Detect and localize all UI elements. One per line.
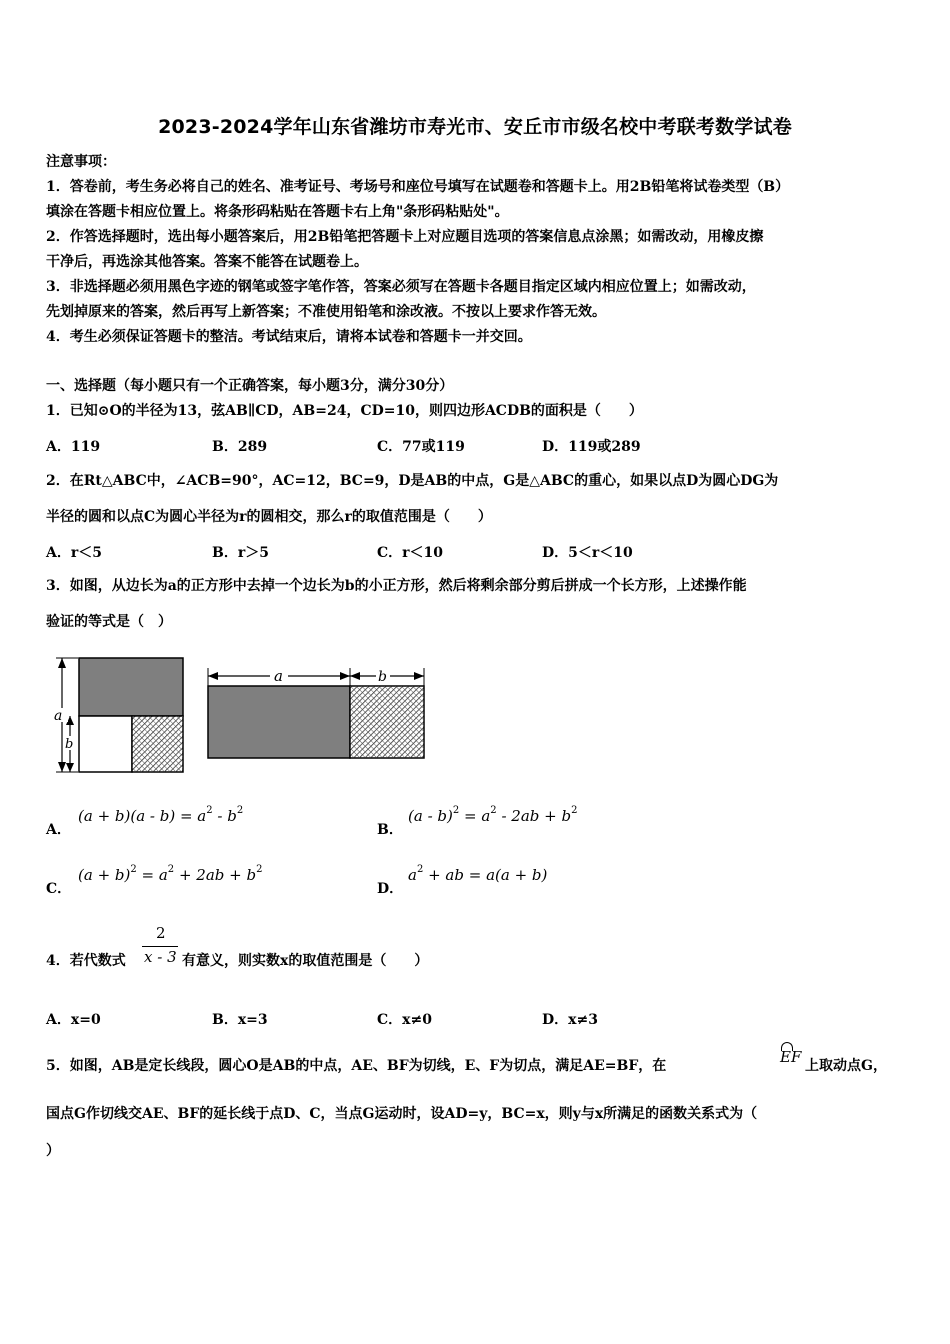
q3-option-a-letter: A．	[46, 822, 71, 838]
q3-option-c-letter: C．	[46, 881, 72, 897]
question-2-stem: 半径的圆和以点C为圆心半径为r的圆相交，那么r的取值范围是（ ）	[46, 509, 492, 525]
q2-option-a: A．r＜5	[46, 545, 102, 561]
q3-option-a-formula: $(a + b)(a - b) = a^2 - b^2$	[78, 805, 244, 825]
q1-option-c: C．77或119	[377, 439, 465, 455]
notice-line: 先划掉原来的答案，然后再写上新答案；不准使用铅笔和涂改液。不按以上要求作答无效。	[46, 304, 606, 320]
label-b: b	[65, 737, 74, 752]
question-3-stem: 验证的等式是（ ）	[46, 614, 172, 630]
label-b: b	[378, 669, 387, 685]
q1-option-d: D．119或289	[542, 439, 641, 455]
q3-option-d-letter: D．	[377, 881, 404, 897]
notice-line: 1．答卷前，考生务必将自己的姓名、准考证号、考场号和座位号填写在试题卷和答题卡上。用2B铅笔将试卷类型（B）	[46, 179, 790, 195]
question-4-prefix: 4．若代数式	[46, 953, 126, 969]
fraction-numerator: 2	[156, 924, 166, 942]
notice-line: 填涂在答题卡相应位置上。将条形码粘贴在答题卡右上角"条形码粘贴处"。	[46, 204, 509, 220]
q2-option-d: D．5＜r＜10	[542, 545, 633, 561]
fraction-denominator: x - 3	[144, 948, 177, 966]
q3-option-b-formula: $(a - b)^2 = a^2 - 2ab + b^2$	[408, 805, 578, 825]
q3-figure	[48, 650, 433, 780]
q1-option-a: A．119	[46, 439, 101, 455]
rectangle-figure	[208, 667, 424, 758]
fraction-bar	[142, 946, 178, 947]
q3-option-b-letter: B．	[377, 822, 403, 838]
question-3-stem: 3．如图，从边长为a的正方形中去掉一个边长为b的小正方形，然后将剩余部分剪后拼成一个长方形，上述操作能	[46, 578, 747, 594]
square-figure	[54, 658, 183, 772]
q2-option-c: C．r＜10	[377, 545, 444, 561]
question-5-stem: 国点G作切线交AE、BF的延长线于点D、C，当点G运动时，设AD=y，BC=x，则y与x所满足的函数关系式为（	[46, 1106, 758, 1122]
label-a: a	[54, 708, 63, 724]
notice-line: 4．考生必须保证答题卡的整洁。考试结束后，请将本试卷和答题卡一并交回。	[46, 329, 532, 345]
q4-option-a: A．x=0	[46, 1012, 101, 1028]
notice-line: 2．作答选择题时，选出每小题答案后，用2B铅笔把答题卡上对应题目选项的答案信息点涂黑；如需改动，用橡皮擦	[46, 229, 764, 245]
section-heading: 一、选择题（每小题只有一个正确答案，每小题3分，满分30分）	[46, 378, 454, 394]
q4-option-c: C．x≠0	[377, 1012, 432, 1028]
question-4-suffix: 有意义，则实数x的取值范围是（ ）	[182, 953, 429, 969]
question-5-stem: 5．如图，AB是定长线段，圆心O是AB的中点，AE、BF为切线，E、F为切点，满足AE=BF，在	[46, 1058, 667, 1074]
q1-option-b: B．289	[212, 439, 268, 455]
q4-fraction	[142, 924, 180, 970]
question-5-stem: 上取动点G，	[805, 1058, 887, 1074]
q3-option-d-formula: $a^2$ + ab = a(a + b)	[408, 864, 548, 884]
q2-option-b: B．r＞5	[212, 545, 269, 561]
label-a: a	[274, 667, 283, 685]
question-5-stem: ）	[46, 1143, 60, 1159]
q4-option-d: D．x≠3	[542, 1012, 598, 1028]
q3-option-c-formula: $(a + b)^2 = a^2 + 2ab + b^2$	[78, 864, 263, 884]
arc-ef-label: EF	[780, 1048, 801, 1066]
q4-option-b: B．x=3	[212, 1012, 268, 1028]
question-2-stem: 2．在Rt△ABC中，∠ACB=90°，AC=12，BC=9，D是AB的中点，G是△ABC的重心，如果以点D为圆心DG为	[46, 473, 779, 489]
notice-heading: 注意事项：	[46, 154, 116, 170]
notice-line: 干净后，再选涂其他答案。答案不能答在试题卷上。	[46, 254, 368, 270]
question-1-stem: 1．已知⊙O的半径为13，弦AB∥CD，AB=24，CD=10，则四边形ACDB的面积是（ ）	[46, 403, 643, 419]
arc-symbol	[781, 1042, 793, 1051]
notice-line: 3．非选择题必须用黑色字迹的钢笔或签字笔作答，答案必须写在答题卡各题目指定区域内相应位置上；如需改动，	[46, 279, 756, 295]
page-title: 2023-2024学年山东省潍坊市寿光市、安丘市市级名校中考联考数学试卷	[158, 116, 792, 138]
